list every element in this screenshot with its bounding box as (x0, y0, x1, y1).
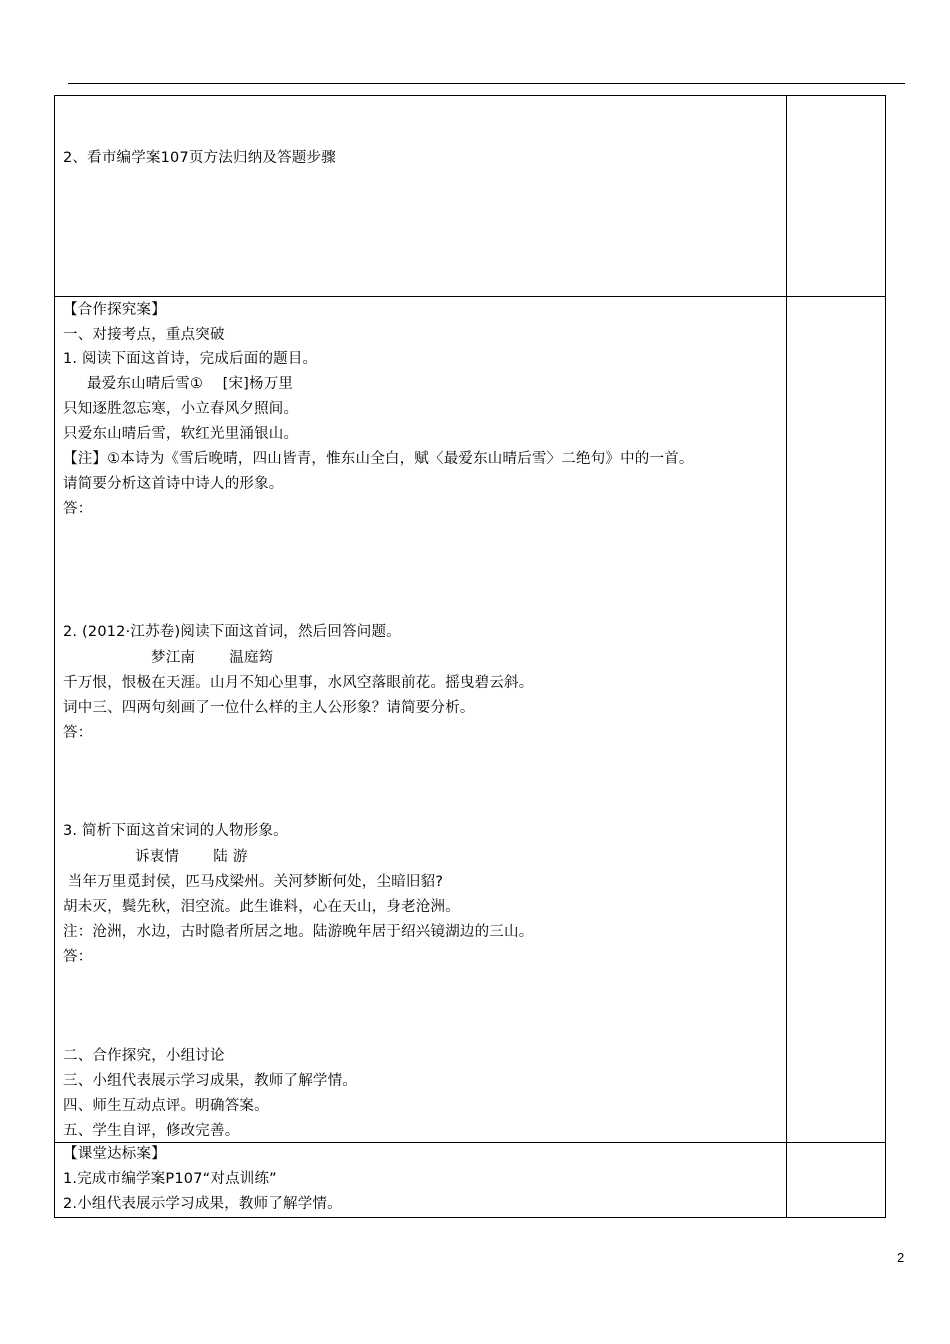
assessment-item-2: 2.小组代表展示学习成果，教师了解学情。 (63, 1196, 342, 1212)
page-number: 2 (897, 1250, 905, 1265)
step-2: 二、合作探究，小组讨论 (63, 1048, 225, 1064)
q2-prompt: 2. (2012·江苏卷)阅读下面这首词，然后回答问题。 (63, 624, 401, 640)
q3-poem-title: 诉衷情 陆 游 (135, 849, 248, 865)
q2-poem-title: 梦江南 温庭筠 (151, 650, 274, 666)
worksheet-table (54, 95, 886, 1218)
cooperative-heading: 【合作探究案】 (63, 302, 166, 318)
step-3: 三、小组代表展示学习成果，教师了解学情。 (63, 1073, 357, 1089)
q1-note: 【注】①本诗为《雪后晚晴，四山皆青，惟东山全白，赋〈最爱东山晴后雪〉二绝句》中的一首。 (63, 451, 694, 467)
row-divider-2 (55, 1142, 885, 1143)
q3-prompt: 3. 简析下面这首宋词的人物形象。 (63, 823, 288, 839)
row-divider-1 (55, 296, 885, 297)
q3-note: 注：沧洲，水边，古时隐者所居之地。陆游晚年居于绍兴镜湖边的三山。 (63, 924, 534, 940)
header-rule (68, 83, 905, 84)
q3-poem-line-2: 胡未灭，鬓先秋，泪空流。此生谁料，心在天山，身老沧洲。 (63, 899, 460, 915)
q1-poem-title: 最爱东山晴后雪① [宋]杨万里 (87, 376, 294, 392)
q2-answer-label: 答： (63, 725, 93, 741)
assessment-item-1: 1.完成市编学案P107“对点训练” (63, 1171, 277, 1187)
q1-poem-line-1: 只知逐胜忽忘寒，小立春风夕照间。 (63, 401, 299, 417)
q2-question: 词中三、四两句刻画了一位什么样的主人公形象？请简要分析。 (63, 700, 475, 716)
q1-prompt: 1. 阅读下面这首诗，完成后面的题目。 (63, 351, 318, 367)
step-1: 一、对接考点，重点突破 (63, 327, 225, 343)
method-summary-line: 2、看市编学案107页方法归纳及答题步骤 (63, 150, 336, 166)
q1-question: 请简要分析这首诗中诗人的形象。 (63, 476, 284, 492)
step-4: 四、师生互动点评。明确答案。 (63, 1098, 269, 1114)
notes-column-divider (786, 96, 787, 1217)
q3-poem-line-1: 当年万里觅封侯，匹马戍梁州。关河梦断何处，尘暗旧貂? (63, 874, 444, 890)
q1-poem-line-2: 只爱东山晴后雪，软红光里涌银山。 (63, 426, 299, 442)
q2-poem-line-1: 千万恨，恨极在天涯。山月不知心里事，水风空落眼前花。摇曳碧云斜。 (63, 675, 534, 691)
assessment-heading: 【课堂达标案】 (63, 1146, 166, 1162)
q1-answer-label: 答： (63, 501, 93, 517)
step-5: 五、学生自评，修改完善。 (63, 1123, 240, 1139)
q3-answer-label: 答： (63, 949, 93, 965)
